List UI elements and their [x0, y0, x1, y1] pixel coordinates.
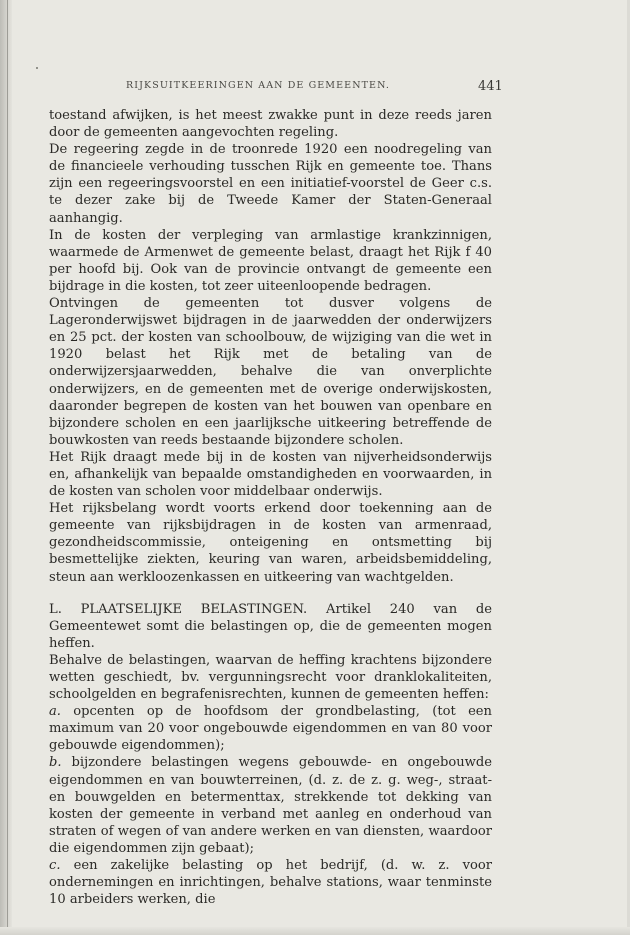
list-item-c: [49, 857, 492, 908]
list-letter: c.: [49, 858, 61, 874]
list-item-text: opcenten op de hoofdsom der grondbelasting, (tot een maximum van 20 voor ongebouwde eigendommen en van 80 voor gebouwde eigendommen);: [49, 704, 492, 754]
book-spine-shadow: [0, 0, 12, 935]
paragraph: Het rijksbelang wordt voorts erkend door toekenning aan de gemeente van rijksbijdragen in de kosten van armenraad, gezondheidscommissie, onteigening en ontsmetting bij besmettelijke ziekten, keuring van waren, arbeidsbemiddeling, steun aan werkloozenkassen en uitkeering van wachtgelden.: [49, 501, 492, 585]
list-item-text: bijzondere belastingen wegens gebouwde- en ongebouwde eigendommen en van bouwterreinen, (d. z. de z. g. weg-, straat- en bouwgelden en betermenttax, strekkende tot dekking van kosten der gemeente in verband met aanleg en onderhoud van straten of wegen of van andere werken en van diensten, waardoor die eigendommen zijn gebaat);: [49, 755, 492, 856]
gutter-line: [7, 0, 8, 935]
paragraph: Behalve de belastingen, waarvan de heffing krachtens bijzondere wetten geschiedt, bv. vergunningsrecht voor dranklokaliteiten, schoolgelden en begrafenisrechten, kunnen de gemeenten heffen:: [49, 652, 492, 703]
print-speck: [36, 67, 38, 69]
list-letter: b.: [49, 755, 62, 771]
list-letter: a.: [49, 704, 61, 720]
paragraph: De regeering zegde in de troonrede 1920 een noodregeling van de financieele verhouding tusschen Rijk en gemeente toe. Thans zijn een regeeringsvoorstel en een initiatief-voorstel de Geer c.s. te dezer zake bij de Tweede Kamer der Staten-Generaal aanhangig.: [49, 142, 492, 226]
running-title: RIJKSUITKEERINGEN AAN DE GEMEENTEN.: [126, 80, 391, 91]
section-intro: Artikel 240 van de Gemeentewet somt die belastingen op, die de gemeenten mogen heffen.: [49, 601, 492, 651]
paragraph: Het Rijk draagt mede bij in de kosten van nijverheidsonderwijs en, afhankelijk van bepaalde omstandigheden en voorwaarden, in de kosten van scholen voor middelbaar onderwijs.: [49, 449, 492, 500]
paragraph: Ontvingen de gemeenten tot dusver volgens de Lageronderwijswet bijdragen in de jaarwedden der onderwijzers en 25 pct. der kosten van schoolbouw, de wijziging van die wet in 1920 belast het Rijk met de betaling van de onderwijzersjaarwedden, behalve die van onverplichte onderwijzers, en de gemeenten met de overige onderwijskosten, daaronder begrepen de kosten van het bouwen van openbare en bijzondere scholen en een jaarlijksche uitkeering betreffende de bouwkosten van reeds bestaande bijzondere scholen.: [49, 296, 492, 448]
page-number: 441: [478, 79, 503, 94]
page-edge-bottom: [0, 927, 630, 935]
section-heading: L. PLAATSELIJKE BELASTINGEN.: [49, 601, 308, 617]
list-item-b: [49, 754, 492, 857]
paragraph: toestand afwijken, is het meest zwakke punt in deze reeds jaren door de gemeenten aangevochten regeling.: [49, 108, 492, 141]
section-l-paragraph: [49, 601, 492, 652]
list-item-text: een zakelijke belasting op het bedrijf, (d. w. z. voor ondernemingen en inrichtingen, behalve stations, waar tenminste 10 arbeiders werken, die: [49, 858, 492, 908]
body-text: [49, 107, 492, 908]
paragraph: In de kosten der verpleging van armlastige krankzinnigen, waarmede de Armenwet de gemeente belast, draagt het Rijk f 40 per hoofd bij. Ook van de provincie ontvangt de gemeente een bijdrage in die kosten, tot zeer uiteenloopende bedragen.: [49, 227, 492, 294]
list-item-a: [49, 703, 492, 754]
